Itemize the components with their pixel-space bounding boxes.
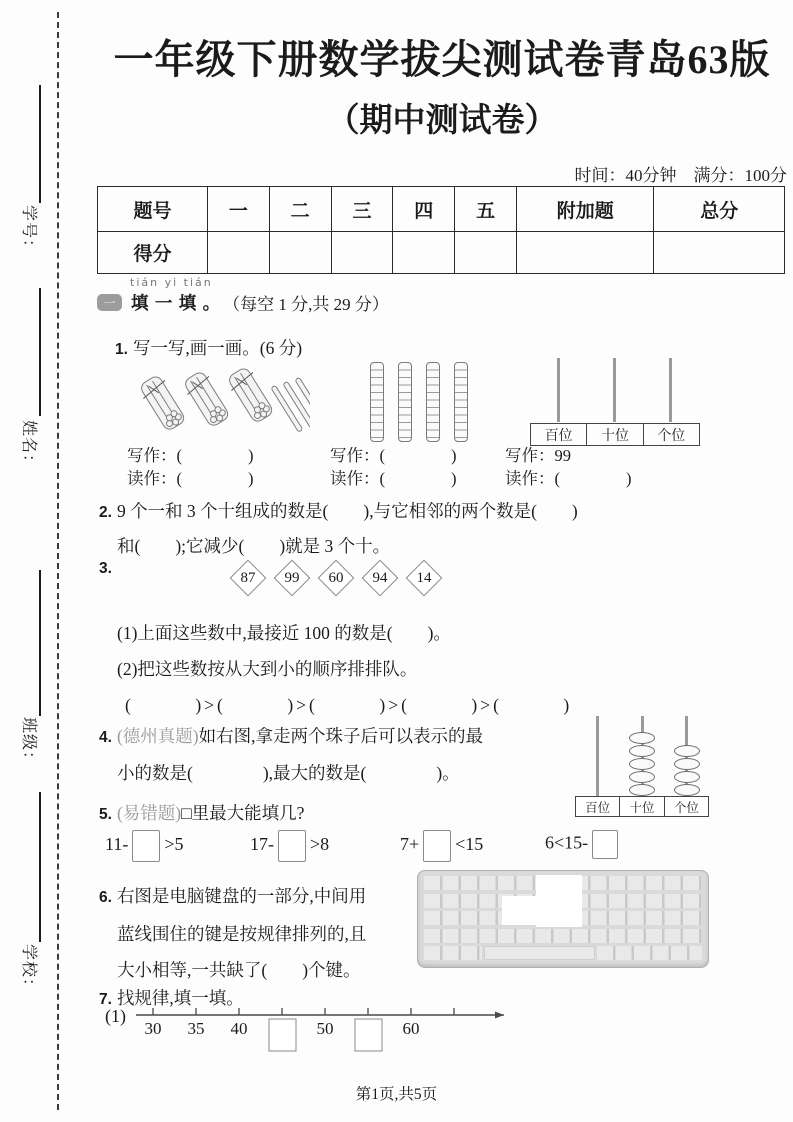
inequality-expression (105, 830, 183, 862)
bead-rod (370, 362, 384, 442)
student-id-label: 学号： (20, 205, 37, 257)
number-line-figure (136, 1006, 516, 1058)
place-label-ones: 个位 (664, 797, 708, 816)
write-label: 写作： (505, 446, 555, 465)
score-header-cell: 附加题 (517, 187, 654, 232)
abacus-bead (629, 745, 655, 757)
page-footer: 第1页,共5页 (355, 1086, 438, 1103)
question-2-line1 (99, 498, 578, 523)
school-label: 学校： (20, 944, 37, 996)
section-one-heading (97, 276, 389, 315)
abacus-ones-column (664, 716, 709, 796)
score-header-cell: 总分 (654, 187, 785, 232)
abacus-rod (613, 358, 616, 422)
abacus-bead (629, 771, 655, 783)
class-label: 班级： (20, 717, 37, 769)
read-label: 读作： (330, 469, 380, 488)
q1-col1-answers (127, 444, 254, 490)
question-text: □里最大能填几? (181, 803, 305, 823)
bead-rod (426, 362, 440, 442)
tick-label: 30 (144, 1019, 162, 1038)
question-text: 9 个一和 3 个十组成的数是( ),与它相邻的两个数是( ) (116, 501, 578, 521)
write-label: 写作： (127, 446, 177, 465)
read-label: 读作： (127, 469, 177, 488)
tick-label: 40 (230, 1019, 248, 1038)
question-4-line2: 小的数是( ),最大的数是( )。 (117, 763, 460, 783)
expression-right: >5 (164, 834, 184, 855)
score-cell (455, 232, 517, 274)
diamond-value: 87 (240, 569, 256, 586)
school-blank-line (39, 792, 41, 942)
read-blank: ( ) (176, 469, 254, 488)
score-header-cell: 二 (269, 187, 331, 232)
question-text-line2: 蓝线围住的键是按规律排列的,且 (117, 924, 367, 944)
tick-label: 50 (316, 1019, 334, 1038)
student-id-blank-line (39, 85, 41, 203)
question-2-line2: 和( );它减少( )就是 3 个十。 (117, 536, 391, 556)
question-tag: (德州真题) (116, 726, 199, 746)
abacus-bead (674, 745, 700, 757)
bead-rods-figure (370, 362, 468, 442)
answer-box (355, 1019, 382, 1051)
question-text-line3: 大小相等,一共缺了( )个键。 (117, 960, 361, 980)
missing-keys-gap (502, 896, 582, 925)
score-header-cell: 三 (331, 187, 393, 232)
seal-dashed-line (57, 12, 59, 1110)
question-text: 找规律,填一填。 (116, 988, 244, 1008)
abacus-rod (596, 716, 599, 796)
expression-left: 11- (105, 834, 129, 855)
abacus-bead (674, 771, 700, 783)
question-tag: (易错题) (116, 803, 182, 823)
abacus-bead (674, 784, 700, 796)
question-3-number (99, 560, 117, 578)
name-blank-line (39, 288, 41, 416)
question-3-sub2: (2)把这些数按从大到小的顺序排排队。 (117, 659, 418, 679)
inequality-expression (400, 830, 483, 862)
paper-body (97, 20, 787, 1095)
time-score-meta: 时间：40分钟 满分：100分 (574, 166, 787, 185)
bead-rod (454, 362, 468, 442)
section-note: （每空 1 分,共 29 分） (223, 295, 389, 314)
keyboard-row (424, 929, 702, 943)
score-cell (207, 232, 269, 274)
score-header-cell: 一 (207, 187, 269, 232)
paper-title: 一年级下册数学拔尖测试卷青岛63版 (113, 37, 771, 82)
question-7-numberline (105, 1006, 516, 1058)
expression-right: >8 (310, 834, 330, 855)
question-number: 2. (99, 504, 112, 521)
abacus-bead (629, 758, 655, 770)
section-one-icon: 一 (97, 294, 122, 311)
score-row-label: 得分 (98, 232, 208, 274)
answer-box (423, 830, 451, 862)
answer-box (278, 830, 306, 862)
diamond-value: 60 (328, 569, 344, 586)
keyboard-keys-left (424, 946, 482, 960)
answer-box (592, 830, 618, 859)
place-label-tens: 十位 (586, 424, 642, 445)
place-label-hundreds: 百位 (544, 428, 573, 444)
question-1-figures (125, 356, 700, 446)
question-number: 7. (99, 991, 112, 1008)
place-label-hundreds: 百位 (585, 800, 611, 815)
inequality-expression (250, 830, 329, 862)
question-text: 如右图,拿走两个珠子后可以表示的最 (198, 726, 483, 746)
keyboard-keys-right (597, 946, 702, 960)
inequality-expression (545, 830, 622, 859)
question-3-diamonds (235, 558, 437, 598)
score-header-cell: 四 (393, 187, 455, 232)
read-blank: ( ) (554, 469, 632, 488)
question-3-sub1: (1)上面这些数中,最接近 100 的数是( )。 (117, 623, 451, 643)
stick-bundles-figure (125, 356, 310, 446)
question-text-line1: 右图是电脑键盘的一部分,中间用 (116, 886, 367, 906)
keyboard-bottom-row (424, 946, 702, 960)
question-3-order-blanks: ( )>( )>( )>( )>( ) (125, 695, 573, 715)
diamond-value: 94 (372, 569, 388, 586)
tick-label: 35 (187, 1019, 205, 1038)
abacus-tens-column (620, 716, 665, 796)
diamond-number (274, 560, 311, 597)
paper-subtitle: （期中测试卷） (326, 103, 558, 139)
score-table (97, 186, 785, 274)
diamond-number (318, 560, 355, 597)
abacus-bead (629, 784, 655, 796)
abacus-rod (669, 358, 672, 422)
question-text: 写一写,画一画。(6 分) (132, 338, 303, 358)
answer-box (269, 1019, 296, 1051)
place-label-ones: 个位 (643, 424, 699, 445)
write-label: 写作： (330, 446, 380, 465)
question-number: 3. (99, 560, 112, 577)
score-cell (654, 232, 785, 274)
q1-col3-answers (505, 444, 632, 490)
section-pinyin: tián yi tián (130, 276, 213, 289)
score-header-cell: 五 (455, 187, 517, 232)
diamond-number (406, 560, 443, 597)
question-number: 6. (99, 889, 112, 906)
score-cell (331, 232, 393, 274)
place-label-tens: 十位 (619, 797, 663, 816)
question-6-text (99, 878, 419, 988)
diamond-value: 14 (416, 569, 432, 586)
write-value: 99 (554, 446, 571, 465)
keyboard-figure (417, 870, 709, 968)
spacebar-key (484, 946, 595, 960)
read-label: 读作： (505, 469, 555, 488)
section-title: 填 一 填 。 (131, 293, 222, 313)
class-blank-line (39, 570, 41, 716)
question-5-expressions (97, 830, 785, 874)
abacus-hundreds-column (575, 716, 620, 796)
abacus-figure (575, 716, 709, 817)
diamond-number (230, 560, 267, 597)
read-blank: ( ) (379, 469, 457, 488)
score-cell (393, 232, 455, 274)
name-label: 姓名： (20, 420, 37, 472)
diamond-value: 99 (284, 569, 300, 586)
abacus-bead (674, 758, 700, 770)
q1-col2-answers (330, 444, 457, 490)
place-value-figure (530, 358, 700, 446)
question-number: 5. (99, 806, 112, 823)
abacus-bead (629, 732, 655, 744)
expression-left: 7+ (400, 834, 420, 855)
abacus-rod (557, 358, 560, 422)
write-blank: ( ) (379, 446, 457, 465)
score-cell (517, 232, 654, 274)
expression-left: 17- (250, 834, 274, 855)
subquestion-label: (1) (105, 1006, 126, 1026)
expression-left: 6<15- (545, 832, 589, 853)
tick-label: 60 (402, 1019, 420, 1038)
answer-box (132, 830, 160, 862)
question-number: 1. (115, 341, 128, 358)
write-blank: ( ) (176, 446, 254, 465)
bead-rod (398, 362, 412, 442)
score-header-cell: 题号 (98, 187, 208, 232)
question-4-line1 (99, 723, 569, 748)
score-cell (269, 232, 331, 274)
question-number: 4. (99, 729, 112, 746)
question-5-heading (99, 800, 304, 825)
diamond-number (362, 560, 399, 597)
expression-right: <15 (455, 834, 484, 855)
